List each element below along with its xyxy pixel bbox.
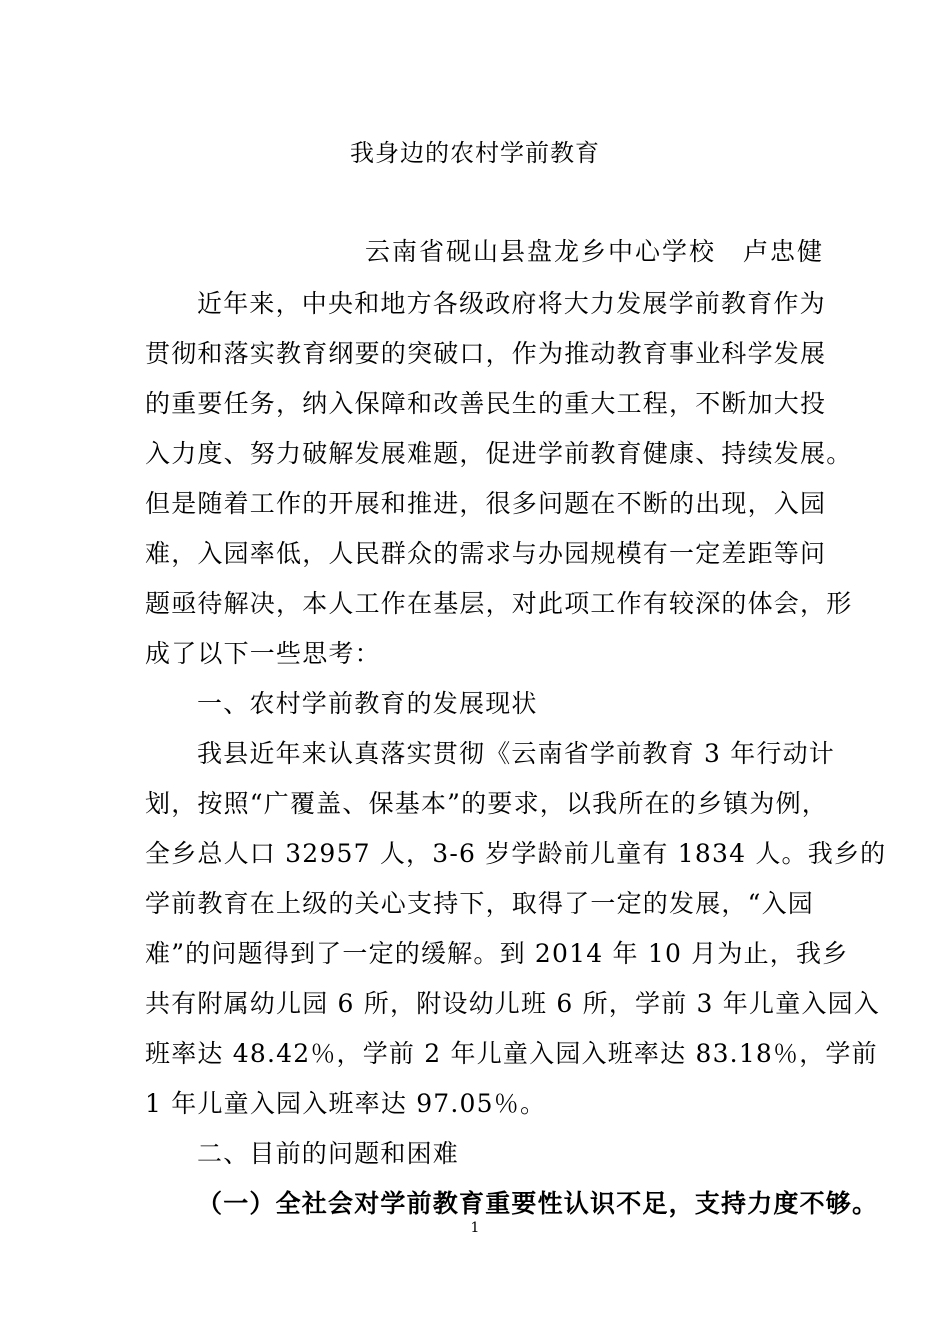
paragraph-line: 题亟待解决，本人工作在基层，对此项工作有较深的体会，形 <box>145 589 853 618</box>
paragraph-line: 成了以下一些思考： <box>145 639 381 668</box>
paragraph-line: 划，按照“广覆盖、保基本”的要求，以我所在的乡镇为例， <box>145 789 828 818</box>
paragraph-line: 班率达 48.42％，学前 2 年儿童入园入班率达 83.18％，学前 <box>145 1039 878 1068</box>
paragraph-line: 贯彻和落实教育纲要的突破口，作为推动教育事业科学发展 <box>145 339 827 368</box>
paragraph-line: 入力度、努力破解发展难题，促进学前教育健康、持续发展。 <box>145 439 853 468</box>
paragraph-line: 全乡总人口 32957 人，3-6 岁学龄前儿童有 1834 人。我乡的 <box>145 839 887 868</box>
section-heading: 一、农村学前教育的发展现状 <box>197 689 538 718</box>
paragraph-line: 共有附属幼儿园 6 所，附设幼儿班 6 所，学前 3 年儿童入园入 <box>145 989 880 1018</box>
paragraph-line: 近年来，中央和地方各级政府将大力发展学前教育作为 <box>197 289 826 318</box>
subsection-heading: （一）全社会对学前教育重要性认识不足，支持力度不够。 <box>197 1189 879 1218</box>
paragraph-line: 我县近年来认真落实贯彻《云南省学前教育 3 年行动计 <box>197 739 836 768</box>
document-title: 我身边的农村学前教育 <box>350 139 600 167</box>
page-number: 1 <box>470 1220 480 1236</box>
author-line: 云南省砚山县盘龙乡中心学校 卢忠健 <box>365 237 825 266</box>
section-heading: 二、目前的问题和困难 <box>197 1139 460 1168</box>
paragraph-line: 学前教育在上级的关心支持下，取得了一定的发展，“入园 <box>145 889 814 918</box>
paragraph-line: 的重要任务，纳入保障和改善民生的重大工程，不断加大投 <box>145 389 827 418</box>
paragraph-line: 但是随着工作的开展和推进，很多问题在不断的出现，入园 <box>145 489 827 518</box>
paragraph-line: 难，入园率低，人民群众的需求与办园规模有一定差距等问 <box>145 539 827 568</box>
paragraph-line: 难”的问题得到了一定的缓解。到 2014 年 10 月为止，我乡 <box>145 939 849 968</box>
paragraph-line: 1 年儿童入园入班率达 97.05％。 <box>145 1089 547 1118</box>
